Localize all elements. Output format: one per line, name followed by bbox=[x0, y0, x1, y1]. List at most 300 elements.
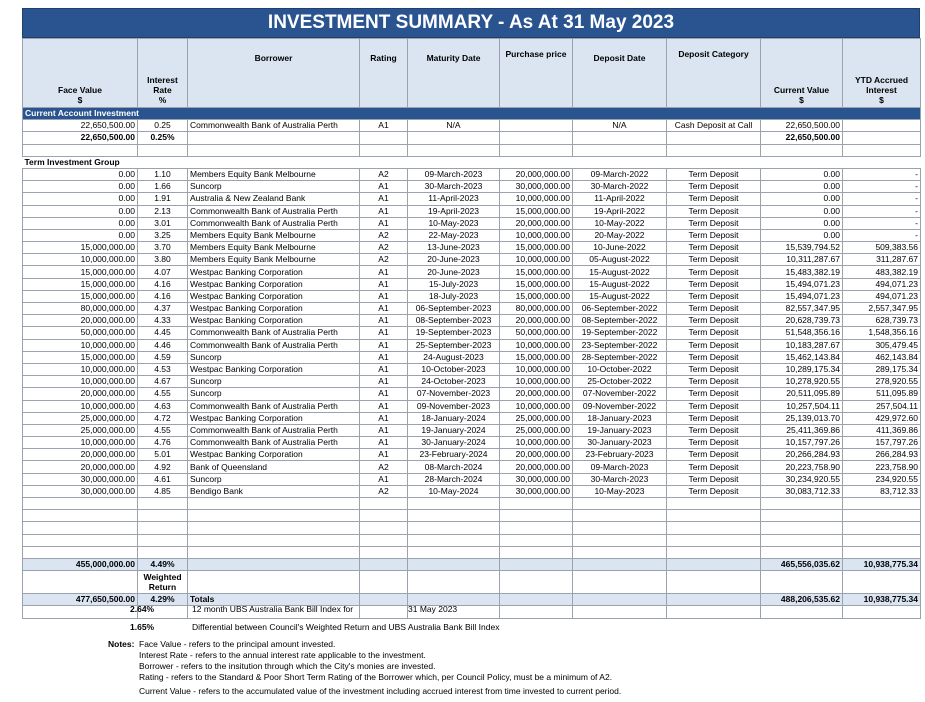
cell-maturity: 13-June-2023 bbox=[408, 242, 500, 254]
cell-ytd: 1,548,356.16 bbox=[843, 327, 921, 339]
note-current-value: Current Value - refers to the accumulated value of the investment including accrued interest from time invested to current period. bbox=[139, 686, 622, 696]
cell-purchase: 15,000,000.00 bbox=[500, 266, 573, 278]
cell-current: 15,539,794.52 bbox=[761, 242, 843, 254]
cell-borrower: Westpac Banking Corporation bbox=[188, 266, 360, 278]
cell-current: 10,257,504.11 bbox=[761, 400, 843, 412]
cell-maturity: N/A bbox=[408, 120, 500, 132]
cell-deposit: 15-August-2022 bbox=[573, 278, 667, 290]
cell-deposit: 10-October-2022 bbox=[573, 363, 667, 375]
cell-ytd: 83,712.33 bbox=[843, 485, 921, 497]
blank-row bbox=[23, 510, 921, 522]
term-deposit-row bbox=[23, 217, 921, 229]
cell-current: 20,628,739.73 bbox=[761, 315, 843, 327]
cell-category: Term Deposit bbox=[667, 400, 761, 412]
cell-borrower: Westpac Banking Corporation bbox=[188, 290, 360, 302]
cell-ytd: - bbox=[843, 168, 921, 180]
term-deposit-row bbox=[23, 229, 921, 241]
cell-face: 10,000,000.00 bbox=[23, 339, 138, 351]
cell-deposit: 09-March-2023 bbox=[573, 461, 667, 473]
cell-purchase: 20,000,000.00 bbox=[500, 388, 573, 400]
cell-rating: A1 bbox=[360, 193, 408, 205]
cell-ytd: - bbox=[843, 193, 921, 205]
cell-deposit: 25-October-2022 bbox=[573, 376, 667, 388]
cell-current: 10,157,797.26 bbox=[761, 437, 843, 449]
cell-category: Term Deposit bbox=[667, 424, 761, 436]
cell-borrower: Members Equity Bank Melbourne bbox=[188, 242, 360, 254]
cell-category: Cash Deposit at Call bbox=[667, 120, 761, 132]
cell-current: 0.00 bbox=[761, 193, 843, 205]
cell-rating: A1 bbox=[360, 278, 408, 290]
cell-deposit: 28-September-2022 bbox=[573, 351, 667, 363]
cell-borrower: Suncorp bbox=[188, 376, 360, 388]
cell-borrower: Westpac Banking Corporation bbox=[188, 363, 360, 375]
cell-rating: A2 bbox=[360, 254, 408, 266]
cell-rating: A1 bbox=[360, 363, 408, 375]
cell-face: 15,000,000.00 bbox=[23, 242, 138, 254]
cell-maturity: 19-September-2023 bbox=[408, 327, 500, 339]
term-deposit-row bbox=[23, 351, 921, 363]
cell-borrower: Suncorp bbox=[188, 351, 360, 363]
blank-row bbox=[23, 546, 921, 558]
cell-purchase: 30,000,000.00 bbox=[500, 473, 573, 485]
cell-face: 0.00 bbox=[23, 217, 138, 229]
cell-purchase: 10,000,000.00 bbox=[500, 193, 573, 205]
totals-current: 488,206,535.62 bbox=[761, 594, 843, 606]
cell-ytd: 2,557,347.95 bbox=[843, 303, 921, 315]
cell-maturity: 15-July-2023 bbox=[408, 278, 500, 290]
cell-purchase: 10,000,000.00 bbox=[500, 376, 573, 388]
cell-ytd: 494,071.23 bbox=[843, 278, 921, 290]
cell-maturity: 09-March-2023 bbox=[408, 168, 500, 180]
cell-rate: 4.16 bbox=[138, 290, 188, 302]
cell-category: Term Deposit bbox=[667, 473, 761, 485]
cell-purchase: 20,000,000.00 bbox=[500, 461, 573, 473]
cell-borrower: Members Equity Bank Melbourne bbox=[188, 229, 360, 241]
cell-rate: 4.72 bbox=[138, 412, 188, 424]
cell-maturity: 19-April-2023 bbox=[408, 205, 500, 217]
cell-face: 30,000,000.00 bbox=[23, 485, 138, 497]
totals-rate: 4.29% bbox=[138, 594, 188, 606]
cell-current: 10,278,920.55 bbox=[761, 376, 843, 388]
cell-borrower: Commonwealth Bank of Australia Perth bbox=[188, 339, 360, 351]
cell-face: 10,000,000.00 bbox=[23, 400, 138, 412]
cell-borrower: Westpac Banking Corporation bbox=[188, 315, 360, 327]
cell-deposit: 07-November-2022 bbox=[573, 388, 667, 400]
cell-face: 15,000,000.00 bbox=[23, 290, 138, 302]
cell-deposit: N/A bbox=[573, 120, 667, 132]
cell-category: Term Deposit bbox=[667, 217, 761, 229]
cell-deposit: 09-March-2022 bbox=[573, 168, 667, 180]
cell-rate: 4.33 bbox=[138, 315, 188, 327]
cell-deposit: 30-March-2022 bbox=[573, 181, 667, 193]
header-rating: Rating bbox=[360, 39, 408, 108]
cell-rate: 4.16 bbox=[138, 278, 188, 290]
cell-deposit: 15-August-2022 bbox=[573, 266, 667, 278]
weighted-return-row bbox=[23, 571, 921, 594]
cell-category: Term Deposit bbox=[667, 412, 761, 424]
subtotal-current: 22,650,500.00 bbox=[761, 132, 843, 144]
cell-face: 10,000,000.00 bbox=[23, 376, 138, 388]
notes-label: Notes: bbox=[108, 639, 135, 649]
term-deposit-row bbox=[23, 278, 921, 290]
cell-deposit: 15-August-2022 bbox=[573, 290, 667, 302]
diff-rate: 1.65% bbox=[130, 622, 155, 632]
term-deposit-row bbox=[23, 449, 921, 461]
cell-current: 10,311,287.67 bbox=[761, 254, 843, 266]
subtotal-current: 465,556,035.62 bbox=[761, 558, 843, 570]
cell-current: 10,183,287.67 bbox=[761, 339, 843, 351]
cell-current: 22,650,500.00 bbox=[761, 120, 843, 132]
cell-deposit: 23-September-2022 bbox=[573, 339, 667, 351]
cell-category: Term Deposit bbox=[667, 168, 761, 180]
cell-purchase: 80,000,000.00 bbox=[500, 303, 573, 315]
cell-purchase: 25,000,000.00 bbox=[500, 424, 573, 436]
cell-ytd: 278,920.55 bbox=[843, 376, 921, 388]
cell-borrower: Suncorp bbox=[188, 181, 360, 193]
cell-deposit: 23-February-2023 bbox=[573, 449, 667, 461]
blank-row bbox=[23, 144, 921, 156]
cell-current: 20,266,284.93 bbox=[761, 449, 843, 461]
cell-maturity: 24-October-2023 bbox=[408, 376, 500, 388]
cell-category: Term Deposit bbox=[667, 266, 761, 278]
cell-rate: 3.70 bbox=[138, 242, 188, 254]
cell-purchase: 15,000,000.00 bbox=[500, 351, 573, 363]
cell-purchase: 20,000,000.00 bbox=[500, 315, 573, 327]
cell-rating: A1 bbox=[360, 412, 408, 424]
cell-rate: 4.92 bbox=[138, 461, 188, 473]
cell-category: Term Deposit bbox=[667, 327, 761, 339]
header-deposit-category: Deposit Category bbox=[667, 39, 761, 108]
cell-maturity: 18-July-2023 bbox=[408, 290, 500, 302]
cell-purchase: 20,000,000.00 bbox=[500, 449, 573, 461]
cell-rating: A2 bbox=[360, 242, 408, 254]
cell-deposit: 11-April-2022 bbox=[573, 193, 667, 205]
cell-maturity: 20-June-2023 bbox=[408, 266, 500, 278]
cell-purchase: 20,000,000.00 bbox=[500, 168, 573, 180]
cell-rating: A1 bbox=[360, 388, 408, 400]
cell-category: Term Deposit bbox=[667, 449, 761, 461]
term-group-label: Term Investment Group bbox=[23, 156, 921, 168]
cell-ytd: 628,739.73 bbox=[843, 315, 921, 327]
cell-rating: A1 bbox=[360, 120, 408, 132]
cell-maturity: 23-February-2024 bbox=[408, 449, 500, 461]
note-face-value: Face Value - refers to the principal amount invested. bbox=[139, 639, 336, 649]
cell-face: 20,000,000.00 bbox=[23, 449, 138, 461]
cell-rate: 3.80 bbox=[138, 254, 188, 266]
cell-deposit: 10-May-2022 bbox=[573, 217, 667, 229]
header-current-value: Current Value $ bbox=[761, 39, 843, 108]
cell-maturity: 30-January-2024 bbox=[408, 437, 500, 449]
cell-face: 0.00 bbox=[23, 193, 138, 205]
cell-deposit: 19-September-2022 bbox=[573, 327, 667, 339]
cell-face: 25,000,000.00 bbox=[23, 412, 138, 424]
cell-category: Term Deposit bbox=[667, 363, 761, 375]
cell-face: 10,000,000.00 bbox=[23, 254, 138, 266]
term-deposit-row bbox=[23, 290, 921, 302]
ubs-rate: 2.64% bbox=[130, 604, 155, 614]
term-deposit-row bbox=[23, 254, 921, 266]
header-row bbox=[23, 39, 921, 108]
cell-current: 15,494,071.23 bbox=[761, 278, 843, 290]
cell-maturity: 08-September-2023 bbox=[408, 315, 500, 327]
cell-ytd: 266,284.93 bbox=[843, 449, 921, 461]
cell-rating: A1 bbox=[360, 303, 408, 315]
cell-rate: 3.25 bbox=[138, 229, 188, 241]
cell-category: Term Deposit bbox=[667, 351, 761, 363]
cell-borrower: Members Equity Bank Melbourne bbox=[188, 168, 360, 180]
term-deposit-row bbox=[23, 376, 921, 388]
subtotal-rate: 4.49% bbox=[138, 558, 188, 570]
totals-face: 477,650,500.00 bbox=[23, 594, 138, 606]
cell-rate: 4.85 bbox=[138, 485, 188, 497]
cell-deposit: 20-May-2022 bbox=[573, 229, 667, 241]
cell-category: Term Deposit bbox=[667, 339, 761, 351]
cell-rate: 1.91 bbox=[138, 193, 188, 205]
cell-rating: A1 bbox=[360, 376, 408, 388]
cell-ytd: 462,143.84 bbox=[843, 351, 921, 363]
cell-ytd: 305,479.45 bbox=[843, 339, 921, 351]
cell-rate: 4.59 bbox=[138, 351, 188, 363]
cell-borrower: Australia & New Zealand Bank bbox=[188, 193, 360, 205]
cell-rating: A1 bbox=[360, 315, 408, 327]
cell-rate: 1.10 bbox=[138, 168, 188, 180]
cell-current: 25,411,369.86 bbox=[761, 424, 843, 436]
cell-purchase: 15,000,000.00 bbox=[500, 290, 573, 302]
totals-label: Totals bbox=[188, 594, 360, 606]
cell-borrower: Commonwealth Bank of Australia Perth bbox=[188, 217, 360, 229]
cell-borrower: Westpac Banking Corporation bbox=[188, 449, 360, 461]
cell-maturity: 10-May-2023 bbox=[408, 217, 500, 229]
cell-category: Term Deposit bbox=[667, 242, 761, 254]
cell-face: 0.00 bbox=[23, 229, 138, 241]
cell-ytd: 257,504.11 bbox=[843, 400, 921, 412]
cell-rating: A2 bbox=[360, 461, 408, 473]
cell-rate: 4.37 bbox=[138, 303, 188, 315]
note-borrower: Borrower - refers to the insitution through which the City's monies are invested. bbox=[139, 661, 436, 671]
cell-rating: A1 bbox=[360, 290, 408, 302]
term-deposit-row bbox=[23, 461, 921, 473]
cell-face: 80,000,000.00 bbox=[23, 303, 138, 315]
cell-rate: 3.01 bbox=[138, 217, 188, 229]
cell-category: Term Deposit bbox=[667, 278, 761, 290]
cell-ytd: 234,920.55 bbox=[843, 473, 921, 485]
header-maturity-date: Maturity Date bbox=[408, 39, 500, 108]
cell-rating: A1 bbox=[360, 473, 408, 485]
cell-rate: 4.46 bbox=[138, 339, 188, 351]
cell-rating: A1 bbox=[360, 400, 408, 412]
cell-rating: A1 bbox=[360, 339, 408, 351]
term-deposit-row bbox=[23, 485, 921, 497]
cell-purchase: 10,000,000.00 bbox=[500, 400, 573, 412]
cell-current: 20,511,095.89 bbox=[761, 388, 843, 400]
cell-face: 0.00 bbox=[23, 168, 138, 180]
cell-ytd: 429,972.60 bbox=[843, 412, 921, 424]
cell-rate: 2.13 bbox=[138, 205, 188, 217]
cell-borrower: Commonwealth Bank of Australia Perth bbox=[188, 205, 360, 217]
cell-deposit: 06-September-2022 bbox=[573, 303, 667, 315]
cell-category: Term Deposit bbox=[667, 290, 761, 302]
cell-purchase: 30,000,000.00 bbox=[500, 181, 573, 193]
cell-rate: 4.63 bbox=[138, 400, 188, 412]
cell-maturity: 10-October-2023 bbox=[408, 363, 500, 375]
cell-maturity: 18-January-2024 bbox=[408, 412, 500, 424]
term-deposit-row bbox=[23, 303, 921, 315]
cell-deposit: 30-March-2023 bbox=[573, 473, 667, 485]
cell-face: 10,000,000.00 bbox=[23, 363, 138, 375]
term-deposit-row bbox=[23, 400, 921, 412]
cell-maturity: 20-June-2023 bbox=[408, 254, 500, 266]
header-face-value: Face Value $ bbox=[23, 39, 138, 108]
cell-deposit: 30-January-2023 bbox=[573, 437, 667, 449]
investment-table bbox=[22, 38, 921, 619]
cell-face: 50,000,000.00 bbox=[23, 327, 138, 339]
cell-current: 30,234,920.55 bbox=[761, 473, 843, 485]
cell-deposit: 19-April-2022 bbox=[573, 205, 667, 217]
page-title: INVESTMENT SUMMARY - As At 31 May 2023 bbox=[22, 8, 920, 38]
cell-ytd: - bbox=[843, 229, 921, 241]
subtotal-face: 22,650,500.00 bbox=[23, 132, 138, 144]
cell-current: 0.00 bbox=[761, 205, 843, 217]
cell-rate: 4.61 bbox=[138, 473, 188, 485]
subtotal-face: 455,000,000.00 bbox=[23, 558, 138, 570]
cell-current: 15,483,382.19 bbox=[761, 266, 843, 278]
note-rating: Rating - refers to the Standard & Poor Short Term Rating of the Borrower which, per Council Policy, must be a minimum of A2. bbox=[139, 672, 613, 682]
cell-ytd: 157,797.26 bbox=[843, 437, 921, 449]
term-deposit-row bbox=[23, 205, 921, 217]
cell-borrower: Commonwealth Bank of Australia Perth bbox=[188, 400, 360, 412]
cell-maturity: 10-May-2024 bbox=[408, 485, 500, 497]
current-account-section-row bbox=[23, 108, 921, 120]
cell-purchase: 15,000,000.00 bbox=[500, 205, 573, 217]
cell-deposit: 08-September-2022 bbox=[573, 315, 667, 327]
cell-purchase bbox=[500, 120, 573, 132]
cell-borrower: Commonwealth Bank of Australia Perth bbox=[188, 424, 360, 436]
cell-deposit: 18-January-2023 bbox=[573, 412, 667, 424]
totals-row bbox=[23, 594, 921, 606]
blank-row bbox=[23, 606, 921, 618]
cell-category: Term Deposit bbox=[667, 229, 761, 241]
cell-face: 0.00 bbox=[23, 205, 138, 217]
term-deposit-row bbox=[23, 168, 921, 180]
cell-current: 51,548,356.16 bbox=[761, 327, 843, 339]
cell-rating: A2 bbox=[360, 485, 408, 497]
cell-borrower: Westpac Banking Corporation bbox=[188, 278, 360, 290]
cell-current: 0.00 bbox=[761, 229, 843, 241]
cell-borrower: Commonwealth Bank of Australia Perth bbox=[188, 327, 360, 339]
cell-maturity: 25-September-2023 bbox=[408, 339, 500, 351]
cell-face: 20,000,000.00 bbox=[23, 315, 138, 327]
cell-purchase: 10,000,000.00 bbox=[500, 437, 573, 449]
cell-purchase: 10,000,000.00 bbox=[500, 254, 573, 266]
cell-category: Term Deposit bbox=[667, 388, 761, 400]
cell-maturity: 11-April-2023 bbox=[408, 193, 500, 205]
cell-maturity: 09-November-2023 bbox=[408, 400, 500, 412]
cell-maturity: 30-March-2023 bbox=[408, 181, 500, 193]
cell-face: 25,000,000.00 bbox=[23, 424, 138, 436]
blank-row bbox=[23, 522, 921, 534]
cell-rating: A1 bbox=[360, 327, 408, 339]
cell-purchase: 15,000,000.00 bbox=[500, 242, 573, 254]
cell-borrower: Westpac Banking Corporation bbox=[188, 412, 360, 424]
blank-row bbox=[23, 534, 921, 546]
term-deposit-row bbox=[23, 327, 921, 339]
cell-rate: 4.76 bbox=[138, 437, 188, 449]
cell-category: Term Deposit bbox=[667, 254, 761, 266]
cell-purchase: 15,000,000.00 bbox=[500, 278, 573, 290]
cell-rating: A1 bbox=[360, 424, 408, 436]
cell-ytd: 483,382.19 bbox=[843, 266, 921, 278]
term-deposit-row bbox=[23, 473, 921, 485]
term-deposit-row bbox=[23, 388, 921, 400]
cell-face: 20,000,000.00 bbox=[23, 461, 138, 473]
cell-rating: A1 bbox=[360, 351, 408, 363]
cell-current: 20,223,758.90 bbox=[761, 461, 843, 473]
term-deposit-row bbox=[23, 363, 921, 375]
cell-category: Term Deposit bbox=[667, 193, 761, 205]
cell-face: 22,650,500.00 bbox=[23, 120, 138, 132]
term-deposit-row bbox=[23, 412, 921, 424]
cell-borrower: Commonwealth Bank of Australia Perth bbox=[188, 120, 360, 132]
term-subtotal-row bbox=[23, 558, 921, 570]
term-deposit-row bbox=[23, 193, 921, 205]
current-account-row bbox=[23, 120, 921, 132]
cell-rating: A1 bbox=[360, 205, 408, 217]
cell-face: 15,000,000.00 bbox=[23, 278, 138, 290]
cell-face: 0.00 bbox=[23, 181, 138, 193]
cell-rate: 4.07 bbox=[138, 266, 188, 278]
cell-deposit: 10-June-2022 bbox=[573, 242, 667, 254]
cell-ytd: - bbox=[843, 181, 921, 193]
cell-ytd: 223,758.90 bbox=[843, 461, 921, 473]
cell-borrower: Westpac Banking Corporation bbox=[188, 303, 360, 315]
cell-ytd: 511,095.89 bbox=[843, 388, 921, 400]
cell-current: 15,462,143.84 bbox=[761, 351, 843, 363]
cell-current: 82,557,347.95 bbox=[761, 303, 843, 315]
term-deposit-row bbox=[23, 266, 921, 278]
note-interest-rate: Interest Rate - refers to the annual interest rate applicable to the investment. bbox=[139, 650, 426, 660]
term-deposit-row bbox=[23, 424, 921, 436]
cell-purchase: 10,000,000.00 bbox=[500, 363, 573, 375]
cell-maturity: 22-May-2023 bbox=[408, 229, 500, 241]
cell-category: Term Deposit bbox=[667, 376, 761, 388]
cell-face: 30,000,000.00 bbox=[23, 473, 138, 485]
cell-maturity: 07-November-2023 bbox=[408, 388, 500, 400]
cell-category: Term Deposit bbox=[667, 461, 761, 473]
cell-rate: 5.01 bbox=[138, 449, 188, 461]
blank-row bbox=[23, 498, 921, 510]
cell-purchase: 50,000,000.00 bbox=[500, 327, 573, 339]
totals-ytd: 10,938,775.34 bbox=[843, 594, 921, 606]
cell-rate: 0.25 bbox=[138, 120, 188, 132]
header-deposit-date: Deposit Date bbox=[573, 39, 667, 108]
cell-current: 0.00 bbox=[761, 168, 843, 180]
cell-current: 0.00 bbox=[761, 181, 843, 193]
cell-rate: 4.55 bbox=[138, 388, 188, 400]
cell-category: Term Deposit bbox=[667, 181, 761, 193]
subtotal-rate: 0.25% bbox=[138, 132, 188, 144]
cell-deposit: 10-May-2023 bbox=[573, 485, 667, 497]
cell-rate: 1.66 bbox=[138, 181, 188, 193]
cell-maturity: 24-August-2023 bbox=[408, 351, 500, 363]
weighted-return-label: Weighted Return bbox=[138, 571, 188, 594]
cell-category: Term Deposit bbox=[667, 205, 761, 217]
cell-current: 15,494,071.23 bbox=[761, 290, 843, 302]
cell-purchase: 25,000,000.00 bbox=[500, 412, 573, 424]
cell-borrower: Bank of Queensland bbox=[188, 461, 360, 473]
cell-rating: A2 bbox=[360, 168, 408, 180]
current-account-label: Current Account Investment bbox=[23, 108, 921, 120]
term-deposit-row bbox=[23, 339, 921, 351]
